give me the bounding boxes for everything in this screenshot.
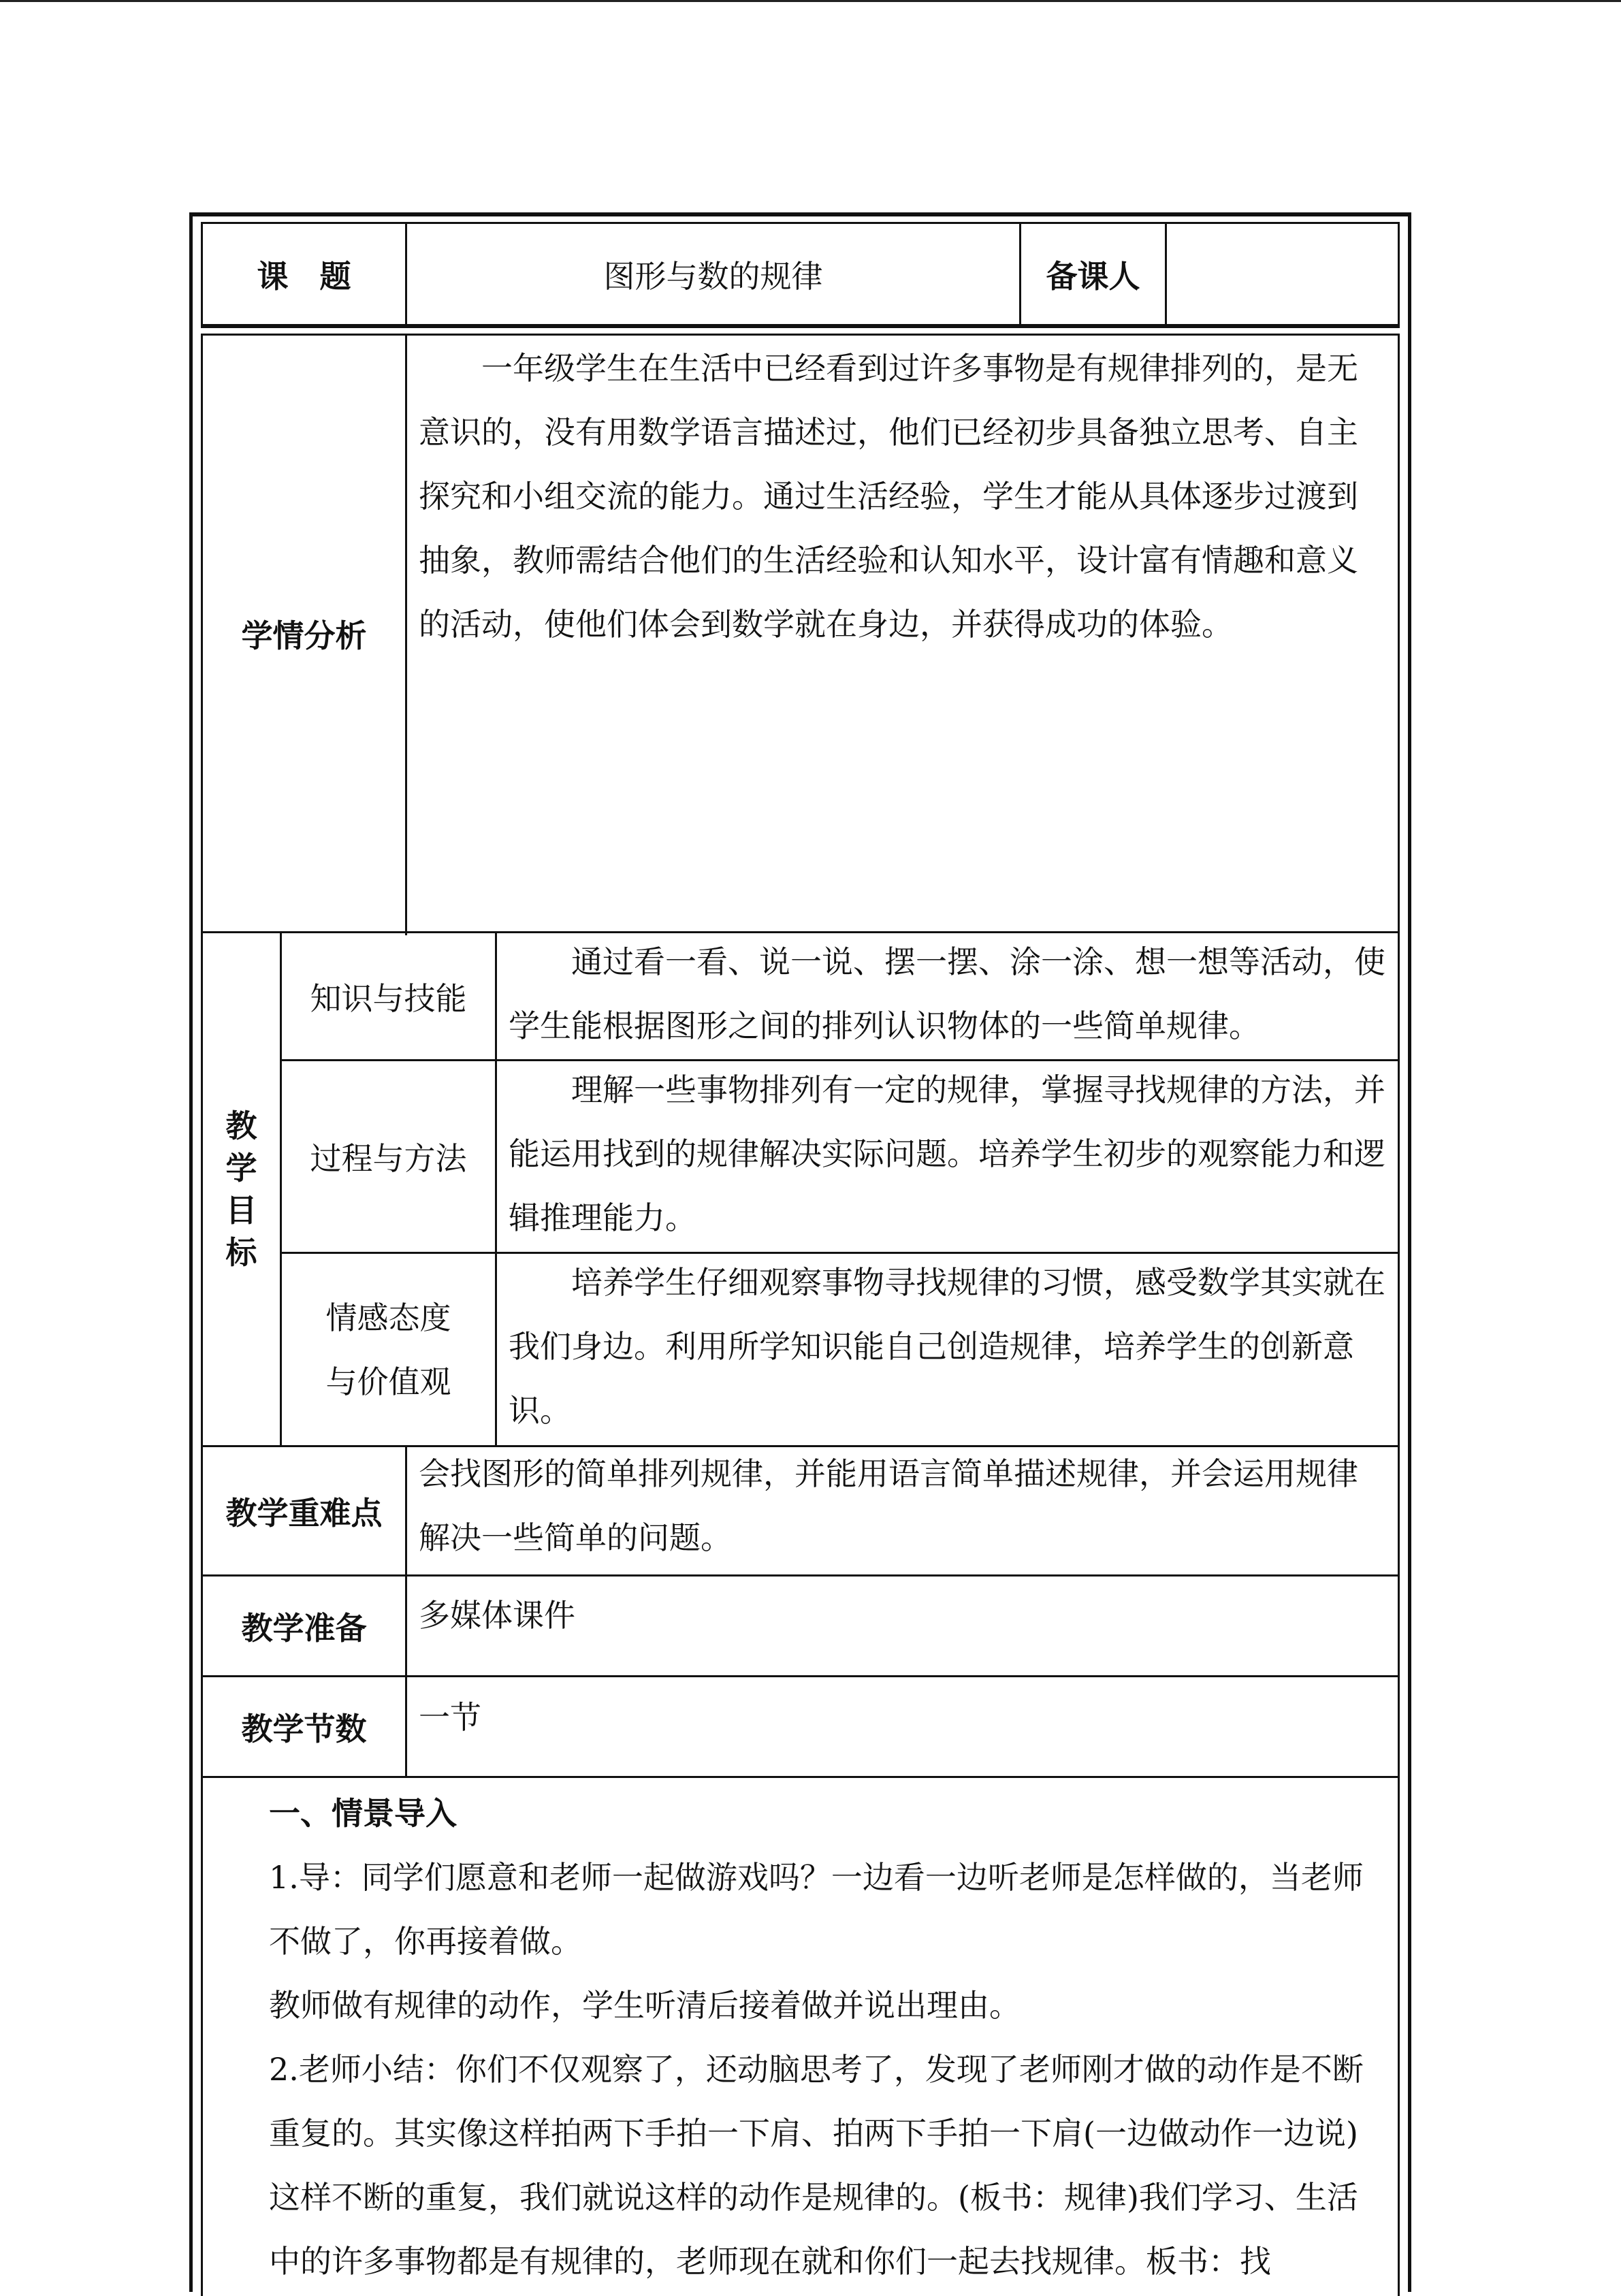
objectives-label: 教学目标 bbox=[225, 1107, 257, 1271]
preparation-label: 教学准备 bbox=[241, 1609, 367, 1647]
analysis-text: 一年级学生在生活中已经看到过许多事物是有规律排列的，是无意识的，没有用数学语言描述过，他们已经初步具备独立思考、自主探究和小组交流的能力。通过生活经验，学生才能从具体逐步过渡到抽象，教师需结合他们的生活经验和认知水平，设计富有情趣和意义的活动，使他们体会到数学就在身边，并获得成功的体验。 bbox=[419, 350, 1358, 643]
header-bottom-line bbox=[201, 324, 1400, 328]
key-points-label: 教学重难点 bbox=[225, 1494, 383, 1532]
periods-bottom-line bbox=[201, 1776, 1400, 1778]
periods-text: 一节 bbox=[419, 1699, 481, 1736]
process-heading: 一、情景导入 bbox=[269, 1795, 457, 1832]
analysis-label: 学情分析 bbox=[241, 617, 367, 654]
preparer-label: 备课人 bbox=[1046, 257, 1140, 295]
objectives-divider-2 bbox=[495, 931, 497, 1445]
process-paragraph-2: 教师做有规律的动作，学生听清后接着做并说出理由。 bbox=[269, 1987, 1021, 2024]
objective-label-knowledge: 知识与技能 bbox=[310, 980, 467, 1017]
objective-text-process: 理解一些事物排列有一定的规律，掌握寻找规律的方法，并能运用找到的规律解决实际问题。培养学生初步的观察能力和逻辑推理能力。 bbox=[509, 1071, 1385, 1236]
analysis-divider bbox=[405, 334, 407, 935]
body-right-line bbox=[1398, 334, 1400, 2296]
page-top-border bbox=[0, 0, 1621, 2]
key-points-text: 会找图形的简单排列规律，并能用语言简单描述规律，并会运用规律解决一些简单的问题。 bbox=[419, 1455, 1358, 1556]
objective-text-knowledge: 通过看一看、说一说、摆一摆、涂一涂、想一想等活动，使学生能根据图形之间的排列认识物体的一些简单规律。 bbox=[509, 943, 1385, 1044]
header-right-line bbox=[1398, 222, 1400, 328]
preparer-value bbox=[1167, 224, 1398, 324]
topic-label: 课 题 bbox=[257, 257, 351, 295]
lower-divider bbox=[405, 1445, 407, 1776]
preparation-text: 多媒体课件 bbox=[419, 1597, 575, 1634]
objective-label-attitude: 情感态度与价值观 bbox=[325, 1299, 451, 1400]
objective-label-process: 过程与方法 bbox=[310, 1140, 467, 1177]
periods-label: 教学节数 bbox=[241, 1710, 367, 1747]
lesson-plan-table bbox=[189, 212, 1411, 2292]
objective-text-attitude: 培养学生仔细观察事物寻找规律的习惯，感受数学其实就在我们身边。利用所学知识能自己创造规律，培养学生的创新意识。 bbox=[509, 1264, 1385, 1429]
process-paragraph-1: 1.导：同学们愿意和老师一起做游戏吗？一边看一边听老师是怎样做的，当老师不做了，你再接着做。 bbox=[269, 1859, 1364, 1960]
topic-value: 图形与数的规律 bbox=[603, 257, 823, 295]
process-paragraph-3: 2.老师小结：你们不仅观察了，还动脑思考了，发现了老师刚才做的动作是不断重复的。其实像这样拍两下手拍一下肩、拍两下手拍一下肩(一边做动作一边说)这样不断的重复，我们就说这样的动作是规律的。(板书：规律)我们学习、生活中的许多事物都是有规律的，老师现在就和你们一起去找规律。板书：找 bbox=[269, 2051, 1364, 2280]
objectives-label-cell bbox=[203, 933, 280, 1445]
